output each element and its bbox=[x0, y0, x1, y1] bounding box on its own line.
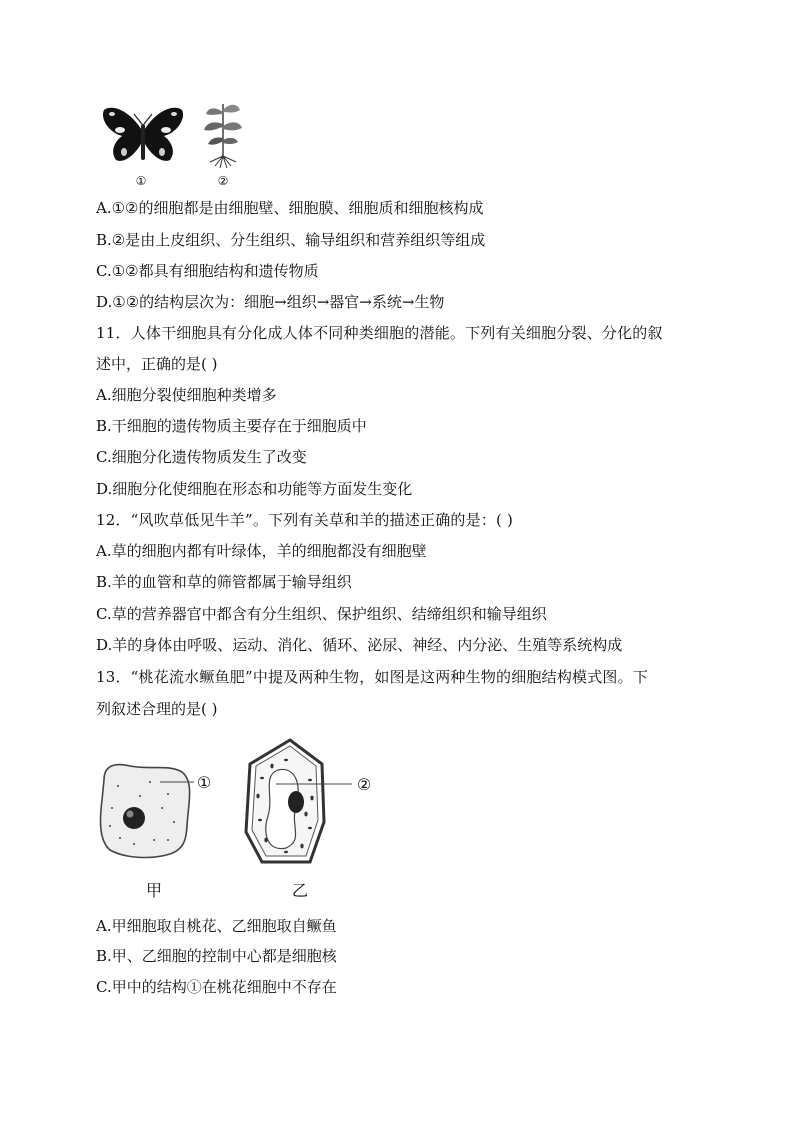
q11-option-a: A.细胞分裂使细胞种类增多 bbox=[96, 386, 277, 404]
figure1-label-1: ① bbox=[135, 174, 147, 188]
q12-option-a: A.草的细胞内都有叶绿体，羊的细胞都没有细胞壁 bbox=[96, 542, 427, 560]
cell-label-2: ② bbox=[356, 775, 372, 794]
q13-option-c: C.甲中的结构①在桃花细胞中不存在 bbox=[96, 978, 337, 996]
q10-option-d: D.①②的结构层次为：细胞→组织→器官→系统→生物 bbox=[96, 293, 445, 311]
q11-option-c: C.细胞分化遗传物质发生了改变 bbox=[96, 448, 307, 466]
cell-caption-left: 甲 bbox=[145, 881, 162, 900]
q11-stem-line1: 11．人体干细胞具有分化成人体不同种类细胞的潜能。下列有关细胞分裂、分化的叙 bbox=[96, 324, 663, 342]
plant-image bbox=[200, 98, 246, 170]
q12-stem: 12．“风吹草低见牛羊”。下列有关草和羊的描述正确的是：( ) bbox=[96, 511, 514, 529]
figure1-label-2: ② bbox=[217, 174, 229, 188]
q12-option-c: C.草的营养器官中都含有分生组织、保护组织、结缔组织和输导组织 bbox=[96, 605, 547, 623]
butterfly-image bbox=[100, 102, 186, 168]
q12-option-d: D.羊的身体由呼吸、运动、消化、循环、泌尿、神经、内分泌、生殖等系统构成 bbox=[96, 636, 623, 654]
q11-stem-line2: 述中，正确的是( ) bbox=[96, 355, 218, 373]
q13-stem-line2: 列叙述合理的是( ) bbox=[96, 700, 218, 718]
q10-option-a: A.①②的细胞都是由细胞壁、细胞膜、细胞质和细胞核构成 bbox=[96, 199, 484, 217]
animal-cell bbox=[100, 765, 189, 858]
q12-option-b: B.羊的血管和草的筛管都属于输导组织 bbox=[96, 573, 352, 591]
q13-option-b: B.甲、乙细胞的控制中心都是细胞核 bbox=[96, 947, 337, 965]
q13-stem-line1: 13．“桃花流水鳜鱼肥”中提及两种生物，如图是这两种生物的细胞结构模式图。下 bbox=[96, 668, 649, 686]
q11-option-b: B.干细胞的遗传物质主要存在于细胞质中 bbox=[96, 417, 367, 435]
cell-caption-right: 乙 bbox=[291, 881, 308, 900]
cell-label-1: ① bbox=[196, 773, 212, 792]
q10-option-c: C.①②都具有细胞结构和遗传物质 bbox=[96, 262, 319, 280]
cell-diagram bbox=[90, 736, 390, 866]
plant-cell bbox=[246, 740, 324, 862]
q10-option-b: B.②是由上皮组织、分生组织、输导组织和营养组织等组成 bbox=[96, 231, 486, 249]
q13-option-a: A.甲细胞取自桃花、乙细胞取自鳜鱼 bbox=[96, 917, 337, 935]
q11-option-d: D.细胞分化使细胞在形态和功能等方面发生变化 bbox=[96, 480, 413, 498]
